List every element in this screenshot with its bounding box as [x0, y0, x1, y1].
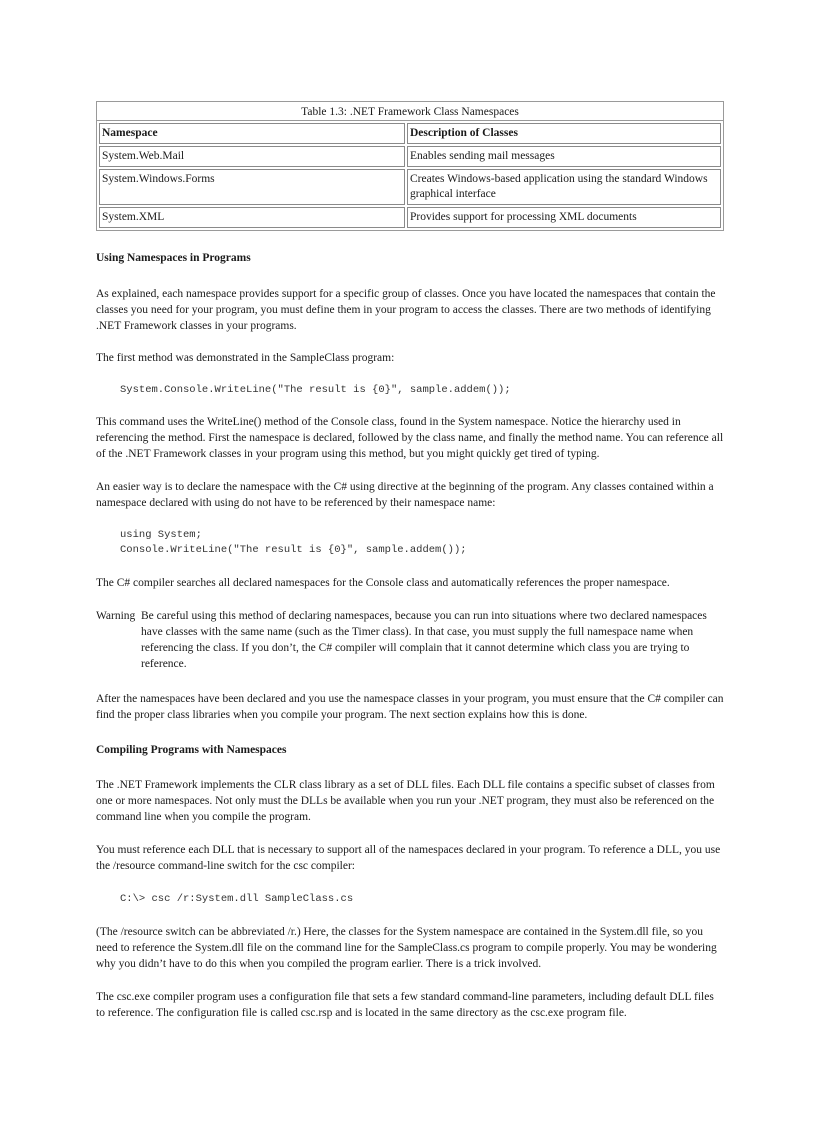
table-cell-description: Provides support for processing XML documents: [407, 207, 721, 228]
section-heading-compiling: Compiling Programs with Namespaces: [96, 744, 287, 756]
table-header-namespace: Namespace: [99, 123, 405, 144]
paragraph: After the namespaces have been declared and you use the namespace classes in your program, you must ensure that the C# compiler can find the proper class libraries when you compile your program. The next section explains how this is done.: [96, 693, 724, 721]
table-row: [99, 169, 721, 205]
document-page: [96, 101, 724, 1021]
paragraph: The first method was demonstrated in the SampleClass program:: [96, 352, 395, 364]
paragraph: The C# compiler searches all declared namespaces for the Console class and automatically references the proper namespace.: [96, 577, 670, 589]
warning-label: Warning: [96, 610, 136, 622]
paragraph: This command uses the WriteLine() method of the Console class, found in the System namespace. Notice the hierarchy used in referencing the method. First the namespace is declared, followed by the class name, and finally the method name. You can reference all of the .NET Framework classes in your program using this method, but you might quickly get tired of typing.: [96, 416, 724, 460]
paragraph: As explained, each namespace provides support for a specific group of classes. Once you have located the namespaces that contain the classes you need for your program, you must define them in your program to access the classes. There are two methods of identifying .NET Framework classes in your programs.: [96, 288, 716, 332]
table-row: [99, 207, 721, 228]
warning-note: [96, 608, 724, 672]
table-caption: Table 1.3: .NET Framework Class Namespaces: [96, 101, 724, 120]
paragraph: An easier way is to declare the namespace with the C# using directive at the beginning of the program. Any classes contained within a namespace declared with using do not have to be referenced by their namespace name:: [96, 481, 714, 509]
table-cell-namespace: System.Windows.Forms: [99, 169, 405, 205]
code-block: System.Console.WriteLine("The result is {0}", sample.addem());: [120, 384, 511, 396]
table-cell-description: Enables sending mail messages: [407, 146, 721, 167]
paragraph: The .NET Framework implements the CLR class library as a set of DLL files. Each DLL file contains a specific subset of classes from one or more namespaces. Not only must the DLLs be available when you run your .NET program, they must also be referenced on the command line when you compile the program.: [96, 779, 715, 823]
paragraph: The csc.exe compiler program uses a configuration file that sets a few standard command-line parameters, including default DLL files to reference. The configuration file is called csc.rsp and is located in the same directory as the csc.exe program file.: [96, 991, 714, 1019]
warning-text: Be careful using this method of declaring namespaces, because you can run into situations where two declared namespaces have classes with the same name (such as the Timer class). In that case, you must supply the full namespace name when referencing the class. If you don’t, the C# compiler will complain that it cannot determine which class you are trying to reference.: [141, 610, 707, 670]
table-header-description: Description of Classes: [407, 123, 721, 144]
table-header-row: [99, 123, 721, 144]
table-cell-namespace: System.XML: [99, 207, 405, 228]
namespace-table: [96, 101, 724, 231]
paragraph: You must reference each DLL that is necessary to support all of the namespaces declared in your program. To reference a DLL, you use the /resource command-line switch for the csc compiler:: [96, 844, 721, 872]
paragraph: (The /resource switch can be abbreviated /r.) Here, the classes for the System namespace are contained in the System.dll file, so you need to reference the System.dll file on the command line for the SampleClass.cs program to compile properly. You may be wondering why you didn’t have to do this when you compiled the program earlier. There is a trick involved.: [96, 926, 717, 970]
table-cell-description: Creates Windows-based application using the standard Windows graphical interface: [407, 169, 721, 205]
code-block: C:\> csc /r:System.dll SampleClass.cs: [120, 893, 354, 905]
code-block: using System; Console.WriteLine("The result is {0}", sample.addem());: [120, 529, 467, 556]
table-cell-namespace: System.Web.Mail: [99, 146, 405, 167]
section-heading-using-namespaces: Using Namespaces in Programs: [96, 252, 251, 264]
table-row: [99, 146, 721, 167]
